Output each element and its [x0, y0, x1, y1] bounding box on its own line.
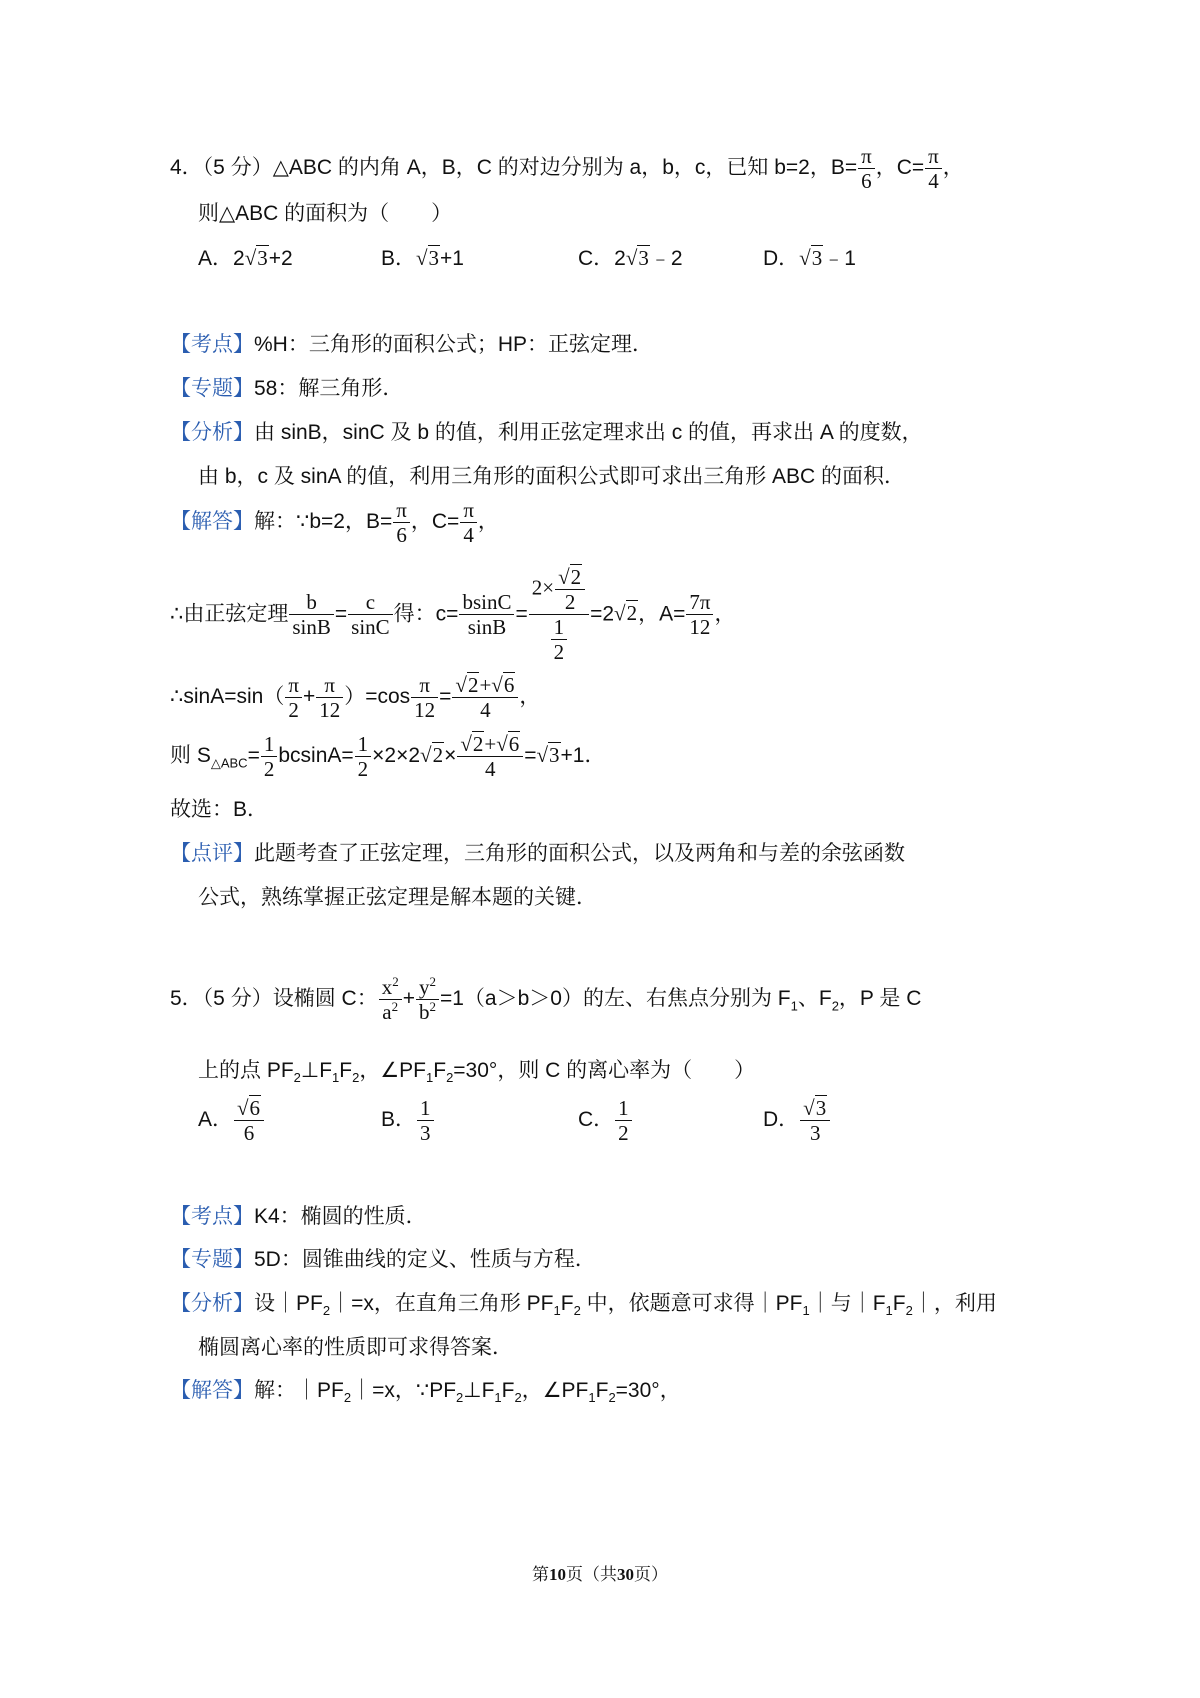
numerator: π — [285, 673, 302, 698]
variable: y — [418, 975, 430, 999]
fraction-y2-over-b2 — [416, 975, 439, 1024]
q5-kaodian — [170, 1206, 427, 1227]
option-label: A． — [198, 1108, 234, 1132]
subscript: 1 — [790, 998, 798, 1014]
q5-stem-text: ，P 是 C — [838, 987, 922, 1011]
radicand: 2 — [570, 565, 582, 589]
variable: b — [418, 1000, 430, 1025]
exponent: 2 — [391, 999, 399, 1015]
dianping-text: 此题考查了正弦定理，三角形的面积公式，以及两角和与差的余弦函数 — [254, 842, 905, 865]
equals: = — [247, 744, 260, 768]
option-tail: ﹣1 — [823, 247, 856, 270]
fraction-sqrt2-plus-sqrt6-over-4 — [452, 673, 518, 722]
fraction-sqrt2-over-2 — [555, 565, 585, 614]
zhuanti-text: 5D：圆锥曲线的定义、性质与方程． — [254, 1248, 596, 1271]
numerator: π — [858, 144, 875, 169]
option-tail: ﹣2 — [649, 247, 683, 270]
subscript: 2 — [831, 998, 839, 1014]
equals: = — [515, 602, 528, 626]
subscript: 1 — [426, 1070, 434, 1086]
option-tail: +1 — [440, 247, 464, 270]
fraction-pi-over-4 — [925, 144, 942, 193]
q5-stem-text: 上的点 PF — [198, 1059, 294, 1082]
jieda-text: ⊥F — [463, 1379, 495, 1402]
numerator: 1 — [551, 615, 568, 640]
jieda-text: ，∠PF — [521, 1379, 589, 1402]
subscript: 2 — [293, 1070, 301, 1086]
sqrt: √3 — [416, 246, 440, 270]
sqrt: √6 — [237, 1096, 261, 1120]
fenxi-tag: 【分析】 — [170, 421, 254, 444]
subscript: 1 — [494, 1390, 502, 1406]
fraction-pi-over-2 — [285, 673, 302, 722]
numerator — [800, 1096, 830, 1121]
fenxi-text: ｜与｜F — [809, 1292, 886, 1315]
denominator: 6 — [396, 523, 407, 548]
option-label: B． — [381, 247, 417, 270]
fenxi-text: 设｜PF — [254, 1292, 323, 1315]
kaodian-tag: 【考点】 — [170, 333, 254, 356]
fraction-one-half — [615, 1096, 632, 1145]
fraction-compound — [529, 565, 589, 665]
radicand: 3 — [257, 246, 268, 270]
q5-fenxi-line1 — [170, 1293, 997, 1317]
zhuanti-tag: 【专题】 — [170, 1248, 254, 1271]
step-text: =2 — [590, 602, 615, 626]
jieda-text: F — [501, 1379, 515, 1402]
fenxi-text: 中，依题意可求得｜PF — [580, 1292, 803, 1315]
q4-option-b — [381, 248, 464, 269]
fraction-sqrt2-plus-sqrt6-over-4 — [457, 732, 523, 781]
fraction-sqrt3-over-3 — [800, 1096, 830, 1145]
zhuanti-text: 58：解三角形． — [254, 377, 404, 400]
step-text: bcsinA= — [278, 744, 354, 768]
jieda-tag: 【解答】 — [170, 510, 254, 534]
sqrt: √2 — [460, 732, 484, 756]
numerator: 1 — [355, 732, 372, 757]
footer-text: 第 — [532, 1565, 549, 1584]
subscript: 1 — [802, 1303, 810, 1319]
sqrt: √6 — [496, 732, 520, 756]
q5-option-d — [763, 1096, 831, 1145]
subscript: 2 — [608, 1390, 616, 1406]
fraction-x2-over-a2 — [379, 975, 402, 1024]
jieda-text: ｜=x，∵PF — [351, 1379, 457, 1402]
step-text: 则 S — [170, 744, 211, 768]
step-text: ，A= — [638, 602, 686, 626]
jieda-text: ，C= — [410, 510, 460, 534]
q5-jieda-line — [170, 1380, 681, 1404]
numerator: 1 — [261, 732, 278, 757]
q4-option-c — [578, 248, 683, 269]
denominator: 3 — [420, 1121, 431, 1146]
radicand: 6 — [249, 1096, 261, 1120]
step-text: ∴由正弦定理 — [170, 602, 289, 626]
denominator: 4 — [480, 698, 491, 723]
denominator: sinC — [351, 615, 390, 640]
q4-step-sinA — [170, 673, 540, 722]
numerator — [457, 732, 523, 757]
numerator — [452, 673, 518, 698]
numerator — [416, 975, 439, 1000]
denominator: 12 — [319, 698, 341, 723]
fenxi-text: F — [560, 1292, 574, 1315]
denominator: 2 — [553, 640, 565, 665]
q4-stem-text: 4．（5 分）△ABC 的内角 A，B，C 的对边分别为 a，b，c，已知 b=2，B= — [170, 156, 858, 180]
q4-stem-text: ，C= — [875, 156, 925, 180]
denominator: 2 — [263, 757, 275, 782]
kaodian-tag: 【考点】 — [170, 1205, 254, 1228]
fraction-pi-over-12 — [411, 673, 438, 722]
option-label: B． — [381, 1108, 417, 1132]
q5-stem-text: =1（a＞b＞0）的左、右焦点分别为 F — [439, 987, 791, 1011]
q4-step-area — [170, 732, 605, 781]
fenxi-text: F — [892, 1292, 906, 1315]
page-total: 30 — [617, 1565, 634, 1584]
q5-fenxi-line2: 椭圆离心率的性质即可求得答案． — [198, 1336, 513, 1359]
numerator: c — [348, 590, 393, 615]
radicand: 2 — [626, 601, 638, 626]
jieda-text: =30°， — [615, 1379, 681, 1402]
q5-stem-text: =30°，则 C 的离心率为（ ） — [453, 1059, 756, 1082]
kaodian-text: %H：三角形的面积公式；HP：正弦定理． — [254, 333, 654, 356]
fraction-one-half — [551, 615, 568, 664]
numerator: π — [316, 673, 343, 698]
fraction-bsinC-over-sinB — [459, 590, 514, 639]
q4-fenxi-line1 — [170, 422, 923, 443]
radicand: 3 — [549, 743, 560, 768]
coefficient: 2 — [614, 247, 626, 270]
numerator — [529, 565, 589, 615]
numerator: π — [411, 673, 438, 698]
equals: = — [524, 744, 537, 768]
q4-zhuanti — [170, 378, 403, 399]
radicand: 3 — [815, 1096, 827, 1120]
numerator — [379, 975, 402, 1000]
denominator: 4 — [928, 169, 939, 194]
fenxi-text: 由 sinB，sinC 及 b 的值，利用正弦定理求出 c 的值，再求出 A 的度数， — [254, 421, 923, 444]
fraction-7pi-over-12 — [686, 590, 713, 639]
fraction-b-over-sinB — [289, 590, 334, 639]
q4-kaodian — [170, 334, 653, 355]
option-label: A． — [198, 247, 234, 270]
numerator: 1 — [417, 1096, 434, 1121]
numerator: 1 — [615, 1096, 632, 1121]
denominator: 12 — [414, 698, 436, 723]
subscript: 2 — [446, 1070, 454, 1086]
plus: + — [479, 673, 492, 697]
term: 2× — [531, 575, 555, 600]
numerator: 7π — [686, 590, 713, 615]
step-text: +1． — [560, 744, 606, 768]
radicand: 3 — [638, 246, 649, 270]
option-label: D． — [763, 1108, 800, 1132]
fraction-pi-over-6 — [858, 144, 875, 193]
denominator: 4 — [463, 523, 474, 548]
radicand: 2 — [432, 743, 444, 768]
footer-text: 页） — [634, 1565, 668, 1584]
q5-zhuanti — [170, 1249, 596, 1270]
jieda-text: 解：∵b=2，B= — [254, 510, 393, 534]
q4-option-d — [763, 248, 856, 269]
sqrt: √2 — [558, 565, 582, 589]
q5-stem-text: 、F — [797, 987, 832, 1011]
denominator: 2 — [357, 757, 369, 782]
page-number: 10 — [549, 1565, 566, 1584]
numerator: bsinC — [459, 590, 514, 615]
denominator: 12 — [689, 615, 711, 640]
option-label: C． — [578, 1108, 615, 1132]
equals: = — [439, 685, 452, 709]
numerator: π — [460, 498, 477, 523]
numerator: π — [925, 144, 942, 169]
subscript: 1 — [332, 1070, 340, 1086]
denominator: 2 — [564, 590, 576, 615]
sqrt: √2 — [614, 601, 638, 626]
q5-stem-line2 — [198, 1060, 755, 1084]
step-text: 得：c= — [393, 602, 459, 626]
option-tail: +2 — [268, 247, 293, 270]
times: × — [444, 744, 457, 768]
fraction-one-half — [261, 732, 278, 781]
equals: = — [334, 602, 348, 626]
page-footer — [0, 1560, 1200, 1585]
numerator — [555, 565, 585, 590]
denominator: 6 — [861, 169, 872, 194]
denominator: 4 — [485, 757, 496, 782]
denominator — [379, 1000, 402, 1024]
denominator — [416, 1000, 439, 1024]
q4-stem-line1 — [170, 144, 964, 193]
denominator: 3 — [809, 1121, 821, 1146]
step-text: ∴sinA=sin（ — [170, 685, 285, 709]
subscript: 2 — [352, 1070, 360, 1086]
kaodian-text: K4：椭圆的性质． — [254, 1205, 427, 1228]
q4-stem-line2: 则△ABC 的面积为（ ） — [198, 202, 453, 225]
plus: + — [402, 987, 415, 1011]
exponent: 2 — [429, 999, 436, 1015]
radicand: 6 — [503, 673, 515, 697]
footer-text: 页（共 — [566, 1565, 617, 1584]
q5-option-c — [578, 1096, 633, 1145]
subscript: △ABC — [210, 755, 248, 771]
sqrt: √3 — [625, 246, 649, 270]
q4-step-law-of-sines — [170, 565, 735, 665]
radicand: 2 — [472, 732, 484, 756]
jieda-text: ， — [477, 510, 499, 534]
coefficient: 2 — [233, 247, 245, 270]
denominator: sinB — [292, 615, 331, 640]
q5-stem-line1 — [170, 975, 921, 1024]
radicand: 3 — [811, 246, 823, 270]
subscript: 1 — [553, 1303, 561, 1319]
option-label: C． — [578, 247, 615, 270]
denominator: 2 — [618, 1121, 629, 1146]
q5-stem-text: 5．（5 分）设椭圆 C： — [170, 987, 378, 1011]
fraction-one-half — [355, 732, 372, 781]
denominator: sinB — [467, 615, 507, 640]
fraction-pi-over-12 — [316, 673, 343, 722]
q4-dianping-line2: 公式，熟练掌握正弦定理是解本题的关键． — [198, 886, 597, 909]
q5-stem-text: ，∠PF — [359, 1059, 426, 1082]
subscript: 2 — [573, 1303, 581, 1319]
denominator: 6 — [243, 1121, 255, 1146]
numerator: π — [393, 498, 410, 523]
sqrt: √6 — [491, 673, 515, 697]
fraction-pi-over-6 — [393, 498, 410, 547]
dianping-tag: 【点评】 — [170, 842, 254, 865]
subscript: 2 — [456, 1390, 464, 1406]
step-text: ）=cos — [344, 685, 411, 709]
variable: x — [381, 975, 393, 999]
fraction-c-over-sinC — [348, 590, 393, 639]
comma: ， — [942, 156, 964, 180]
variable: a — [382, 1000, 392, 1025]
numerator: b — [289, 590, 334, 615]
jieda-tag: 【解答】 — [170, 1379, 254, 1402]
sqrt: √2 — [455, 673, 479, 697]
sqrt: √3 — [799, 246, 823, 270]
fenxi-text: ｜，利用 — [912, 1292, 997, 1315]
fraction-one-third — [417, 1096, 434, 1145]
plus: + — [484, 732, 497, 756]
option-label: D． — [763, 247, 800, 270]
sqrt: √3 — [803, 1096, 827, 1120]
subscript: 2 — [514, 1390, 522, 1406]
sqrt: √3 — [536, 743, 560, 768]
q4-answer: 故选：B． — [170, 798, 269, 821]
fraction-pi-over-4 — [460, 498, 477, 547]
q4-jieda-line — [170, 498, 499, 547]
plus: + — [302, 685, 316, 709]
q5-stem-text: F — [433, 1059, 447, 1082]
jieda-text: 解：｜PF — [254, 1379, 344, 1402]
step-text: ×2×2 — [372, 744, 421, 768]
fraction-sqrt6-over-6 — [234, 1096, 264, 1145]
subscript: 1 — [885, 1303, 893, 1319]
exponent: 2 — [392, 974, 399, 989]
sqrt: √3 — [244, 246, 268, 270]
radicand: 3 — [428, 246, 440, 270]
subscript: 2 — [905, 1303, 913, 1319]
fenxi-tag: 【分析】 — [170, 1292, 254, 1315]
radicand: 6 — [508, 732, 520, 756]
subscript: 1 — [588, 1390, 596, 1406]
jieda-text: F — [595, 1379, 609, 1402]
exponent: 2 — [429, 974, 436, 989]
q5-option-b — [381, 1096, 435, 1145]
radicand: 2 — [467, 673, 479, 697]
q5-option-a — [198, 1096, 265, 1145]
numerator — [234, 1096, 264, 1121]
step-text: ， — [519, 685, 541, 709]
subscript: 2 — [343, 1390, 352, 1406]
q4-option-a — [198, 248, 293, 269]
q4-fenxi-line2: 由 b，c 及 sinA 的值，利用三角形的面积公式即可求出三角形 ABC 的面积． — [198, 465, 906, 488]
denominator — [529, 615, 589, 664]
sqrt: √2 — [420, 743, 444, 768]
denominator: 2 — [288, 698, 299, 723]
fenxi-text: ｜=x，在直角三角形 PF — [330, 1292, 554, 1315]
q5-stem-text: F — [339, 1059, 353, 1082]
step-text: ， — [714, 602, 736, 626]
subscript: 2 — [322, 1303, 331, 1319]
zhuanti-tag: 【专题】 — [170, 377, 254, 400]
q5-stem-text: ⊥F — [300, 1059, 333, 1082]
q4-dianping-line1 — [170, 843, 905, 864]
